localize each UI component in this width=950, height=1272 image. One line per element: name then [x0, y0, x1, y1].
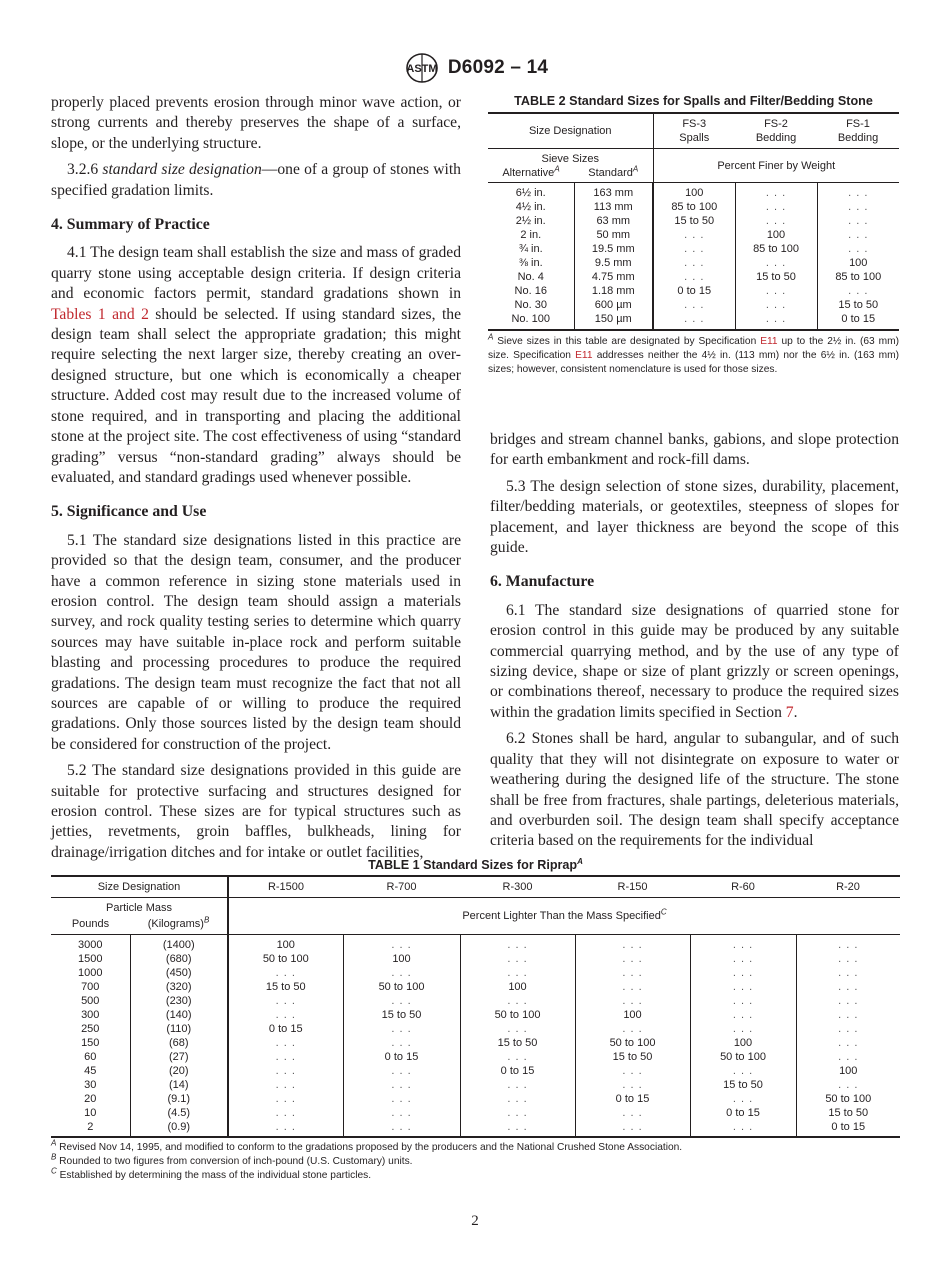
table-2 [488, 94, 899, 377]
paragraph-3-2-6 [51, 160, 461, 201]
table-cell: . . . [735, 284, 817, 298]
table-1-title [51, 858, 900, 872]
alternative-header [488, 166, 574, 183]
table-cell: 15 to 50 [690, 1078, 796, 1092]
table-cell: . . . [575, 980, 690, 994]
table-cell: . . . [575, 1120, 690, 1137]
table-cell: 2 [51, 1120, 130, 1137]
paragraph-text: 6.1 The standard size designations of quarried stone for erosion control in this guide may be produced by any suitable commercial quarrying method, and by the use of any type of sizing device, shape or size of plant grizzly or screen openings, or combinations thereof, necessary to produce the required sizes within the gradation limits specified in Section [490, 601, 899, 721]
table-cell: 50 to 100 [343, 980, 460, 994]
table-cell: 4½ in. [488, 200, 574, 214]
table-cell: . . . [690, 1120, 796, 1137]
table-cell: 15 to 50 [460, 1036, 575, 1050]
table-cell: No. 4 [488, 270, 574, 284]
section-7-link[interactable]: 7 [785, 703, 794, 721]
percent-lighter-header [228, 898, 900, 935]
table-cell: . . . [653, 298, 735, 312]
table-cell: . . . [690, 1092, 796, 1106]
table-cell: 85 to 100 [835, 271, 882, 283]
table-cell: 85 to 100 [653, 200, 735, 214]
table-cell: 0 to 15 [460, 1064, 575, 1078]
table-cell: . . . [228, 994, 343, 1008]
table-cell: No. 30 [488, 298, 574, 312]
column-name: Bedding [755, 132, 797, 144]
table-cell: . . . [838, 1009, 859, 1021]
table-row [51, 1106, 900, 1120]
table-cell: . . . [690, 935, 796, 953]
table-cell: . . . [228, 1008, 343, 1022]
table-cell: . . . [575, 966, 690, 980]
table-cell: . . . [460, 935, 575, 953]
table-cell: ⅜ in. [488, 256, 574, 270]
table-cell: . . . [575, 1078, 690, 1092]
table-cell: . . . [343, 1092, 460, 1106]
table-cell: . . . [838, 953, 859, 965]
paragraph-5-1: 5.1 The standard size designations listed in this practice are provided so that the design team, consumer, and the producer have a common reference in sizing stone materials used in erosion control. The design team should assign a materials survey, and rock quality testing series to determine which quarry sources may have suitable in-place rock and perform suitable blasting and processing procedures to produce the required gradations. The design team must recognize the fact that not all sources are capable of or willing to produce the required gradations. Only those sources listed by the design team should be considered for construction of the project. [51, 531, 461, 753]
table-row [488, 200, 899, 214]
header-label: (Kilograms) [147, 918, 204, 930]
table-row [51, 1092, 900, 1106]
table-row [488, 284, 899, 298]
table-row [488, 242, 899, 256]
table-cell: . . . [838, 1023, 859, 1035]
column-code: FS-3 [682, 118, 707, 130]
table-cell: . . . [343, 1120, 460, 1137]
paragraph-text: 4.1 The design team shall establish the size and mass of graded quarry stone using acceptable design criteria. If design criteria and economic factors permit, standard gradations shown in [51, 244, 461, 303]
table-cell: . . . [848, 215, 869, 227]
table-cell: . . . [838, 1051, 859, 1063]
table-cell: 60 [51, 1050, 130, 1064]
table-cell: 15 to 50 [735, 270, 817, 284]
footnote-mark: B [203, 915, 210, 925]
table-cell: . . . [228, 1050, 343, 1064]
header-label: Percent Lighter Than the Mass Specified [462, 910, 661, 922]
defined-term: standard size designation [102, 161, 262, 179]
table-cell: (0.9) [130, 1120, 228, 1137]
table-cell: 100 [460, 980, 575, 994]
header-label: Standard [588, 167, 633, 179]
table-cell: (230) [130, 994, 228, 1008]
table-row [51, 966, 900, 980]
table-cell: . . . [460, 994, 575, 1008]
table-cell: . . . [343, 966, 460, 980]
paragraph-6-2: 6.2 Stones shall be hard, angular to subangular, and of such quality that they will not disintegrate on exposure to water or weathering during the designed life of the structure. The stone shall be free from fractures, shale partings, deleterious materials, and overburden soil. The design team shall specify acceptance criteria based on the requirements for the individual [490, 730, 899, 850]
footnote-text: Rounded to two figures from conversion of inch-pound (U.S. Customary) units. [56, 1156, 413, 1167]
table-cell: . . . [575, 952, 690, 966]
table-cell: 1.18 mm [574, 284, 653, 298]
table-row [51, 1022, 900, 1036]
table-cell: . . . [690, 980, 796, 994]
right-column [490, 430, 899, 858]
kilograms-header [130, 915, 228, 935]
table-cell: 85 to 100 [735, 242, 817, 256]
table-cell: 15 to 50 [828, 1107, 869, 1119]
column-header: R-300 [502, 881, 533, 893]
footnote-text: Revised Nov 14, 1995, and modified to conform to the gradations proposed by the producers and the National Crushed Stone Association. [56, 1142, 683, 1153]
table-2-grid [488, 112, 899, 331]
table-cell: 3000 [51, 935, 130, 953]
table-row [488, 256, 899, 270]
table-cell: . . . [460, 1078, 575, 1092]
document-id: D6092 – 14 [447, 57, 549, 78]
table-cell: 15 to 50 [343, 1008, 460, 1022]
header-label: Alternative [502, 167, 555, 179]
pounds-header: Pounds [71, 918, 110, 930]
table-cell: . . . [575, 1106, 690, 1120]
footnote-text: addresses neither the 4½ in. (113 mm) nor the 6½ in. (163 mm) sizes; however, consistent nomenclature is used for those sizes. [488, 350, 899, 375]
table-cell: 150 µm [574, 312, 653, 330]
table-cell: . . . [460, 1022, 575, 1036]
table-cell: 2½ in. [488, 214, 574, 228]
table-cell: 113 mm [574, 200, 653, 214]
page-header [0, 52, 950, 84]
table-cell: 1500 [51, 952, 130, 966]
table-cell: (27) [130, 1050, 228, 1064]
table-2-footnote [488, 332, 899, 377]
table-row [51, 994, 900, 1008]
svg-text:ASTM: ASTM [406, 63, 438, 75]
table-row [488, 298, 899, 312]
column-header: R-20 [836, 881, 860, 893]
table-cell: 63 mm [574, 214, 653, 228]
table-cell: 700 [51, 980, 130, 994]
table-cell: . . . [848, 201, 869, 213]
column-header [735, 113, 817, 149]
table-footnote [51, 1166, 900, 1183]
table-row [488, 214, 899, 228]
table-cell: . . . [343, 1036, 460, 1050]
table-cell: . . . [690, 994, 796, 1008]
table-cell: . . . [848, 229, 869, 241]
table-row [51, 1078, 900, 1092]
table-cell: 100 [653, 183, 735, 201]
table-cell: (68) [130, 1036, 228, 1050]
table-cell: 0 to 15 [653, 284, 735, 298]
paragraph-text: . [793, 703, 798, 721]
table-cell: (110) [130, 1022, 228, 1036]
table-cell: 50 to 100 [460, 1008, 575, 1022]
table-1-grid [51, 875, 900, 1138]
table-cell: . . . [228, 1106, 343, 1120]
table-1 [51, 858, 900, 1183]
table-row [488, 228, 899, 242]
table-cell: 45 [51, 1064, 130, 1078]
table-cell: . . . [838, 1079, 859, 1091]
section-number: 3.2.6 [67, 161, 103, 179]
table-footnote [51, 1138, 900, 1155]
table-cell: 150 [51, 1036, 130, 1050]
column-header [817, 113, 899, 149]
table-cell: 0 to 15 [575, 1092, 690, 1106]
table-2-title: TABLE 2 Standard Sizes for Spalls and Filter/Bedding Stone [514, 94, 873, 108]
table-cell: 20 [51, 1092, 130, 1106]
table-cell: . . . [460, 1092, 575, 1106]
table-cell: 50 to 100 [825, 1093, 872, 1105]
table-row [51, 1064, 900, 1078]
table-cell: . . . [838, 1037, 859, 1049]
table-cell: 0 to 15 [228, 1022, 343, 1036]
table-row [51, 935, 900, 953]
footnote-mark: C [51, 1166, 57, 1176]
definition-text: —one of a group of stones with specified gradation limits. [51, 161, 461, 199]
table-cell: 50 to 100 [228, 952, 343, 966]
footnote-mark: A [577, 856, 583, 866]
paragraph-continued: properly placed prevents erosion through minor wave action, or strong currents and thereby preserves the shape of a surface, slope, or the underlying structure. [51, 94, 461, 152]
table-cell: . . . [653, 228, 735, 242]
table-cell: 10 [51, 1106, 130, 1120]
table-row [488, 270, 899, 284]
table-cell: (450) [130, 966, 228, 980]
footnote-mark: C [660, 907, 667, 917]
table-row [488, 183, 899, 201]
table-cell: (680) [130, 952, 228, 966]
footnote-mark: A [632, 164, 639, 174]
paragraph-5-2-continued: bridges and stream channel banks, gabions, and slope protection for earth embankment and rock-fill dams. [490, 431, 899, 469]
table-cell: 100 [575, 1008, 690, 1022]
table-cell: 6½ in. [488, 183, 574, 201]
table-cell: . . . [735, 312, 817, 330]
sieve-sizes-header: Sieve Sizes [488, 149, 653, 167]
table-cell: 15 to 50 [575, 1050, 690, 1064]
table-cell: . . . [343, 1064, 460, 1078]
table-cell: . . . [848, 243, 869, 255]
table-cell: . . . [848, 187, 869, 199]
section-heading-4: 4. Summary of Practice [51, 216, 210, 234]
table-cell: . . . [653, 270, 735, 284]
table-cell: . . . [653, 312, 735, 330]
table-cell: . . . [690, 1022, 796, 1036]
e11-link[interactable]: E11 [575, 350, 593, 361]
table-cell: . . . [735, 214, 817, 228]
table-cell: . . . [653, 256, 735, 270]
percent-finer-header: Percent Finer by Weight [717, 159, 836, 172]
table-cell: 50 to 100 [690, 1050, 796, 1064]
table-cell: 100 [849, 257, 868, 269]
table-cell: . . . [575, 935, 690, 953]
column-code: FS-1 [846, 118, 870, 130]
table-cell: 1000 [51, 966, 130, 980]
table-cell: (20) [130, 1064, 228, 1078]
column-header: R-700 [386, 881, 417, 893]
table-cell: . . . [848, 285, 869, 297]
column-name: Spalls [679, 132, 710, 144]
table-cell: 100 [735, 228, 817, 242]
table-1-footnotes [51, 1138, 900, 1183]
table-cell: . . . [838, 967, 859, 979]
particle-mass-header: Particle Mass [51, 898, 228, 916]
tables-link[interactable]: Tables 1 and 2 [51, 305, 149, 323]
table-cell: . . . [343, 1078, 460, 1092]
table-cell: (4.5) [130, 1106, 228, 1120]
table-cell: ¾ in. [488, 242, 574, 256]
table-cell: 30 [51, 1078, 130, 1092]
table-cell: . . . [690, 966, 796, 980]
section-heading-6: 6. Manufacture [490, 573, 595, 591]
table-cell: . . . [343, 935, 460, 953]
table-cell: . . . [575, 1064, 690, 1078]
left-column [51, 93, 461, 869]
table-cell: 100 [839, 1065, 858, 1077]
table-cell: . . . [838, 939, 859, 951]
table-cell: . . . [838, 995, 859, 1007]
table-cell: 15 to 50 [228, 980, 343, 994]
paragraph-4-1 [51, 243, 461, 488]
table-cell: 250 [51, 1022, 130, 1036]
table-footnote [51, 1152, 900, 1169]
size-designation-header: Size Designation [51, 876, 228, 898]
table-cell: . . . [228, 1092, 343, 1106]
table-cell: 0 to 15 [343, 1050, 460, 1064]
table-row [51, 952, 900, 966]
paragraph-text: should be selected. If using standard sizes, the design team shall select the appropriate gradation; this might require selecting the next larger size, thereby creating an over-designed structure, but one which is economically a cheaper structure. Added cost may result due to the increased volume of stone required, and in transporting and placing the additional stone at the project site. The cost effectiveness of using “standard grading” versus “non-standard grading” always should be evaluated, and standard gradings used whenever possible. [51, 305, 461, 486]
table-cell: . . . [228, 1064, 343, 1078]
table-cell: . . . [735, 183, 817, 201]
table-cell: 19.5 mm [574, 242, 653, 256]
table-cell: 2 in. [488, 228, 574, 242]
footnote-mark: A [51, 1138, 57, 1148]
table-cell: . . . [575, 994, 690, 1008]
page-number: 2 [471, 1213, 479, 1229]
footnote-text: up to the 2½ in. (63 mm) size. Specification [488, 336, 899, 361]
table-cell: No. 16 [488, 284, 574, 298]
footnote-mark: A [554, 164, 560, 174]
table-cell: 0 to 15 [690, 1106, 796, 1120]
table-cell: 600 µm [574, 298, 653, 312]
table-cell: 15 to 50 [838, 299, 879, 311]
table-cell: 100 [228, 935, 343, 953]
column-header: R-60 [731, 881, 755, 893]
table-row [51, 1120, 900, 1137]
table-cell: 500 [51, 994, 130, 1008]
footnote-text: Established by determining the mass of the individual stone particles. [56, 1170, 372, 1181]
table-cell: . . . [460, 1106, 575, 1120]
table-cell: 100 [343, 952, 460, 966]
table-row [51, 980, 900, 994]
paragraph-5-3: 5.3 The design selection of stone sizes, durability, placement, filter/bedding materials, or geotextiles, steepness of slopes for placement, and layer thickness are beyond the scope of this guide. [490, 477, 899, 557]
footnote-mark: B [51, 1152, 57, 1162]
size-designation-header: Size Designation [488, 113, 653, 149]
table-cell: (320) [130, 980, 228, 994]
table-row [51, 1008, 900, 1022]
table-cell: . . . [735, 200, 817, 214]
column-header: R-1500 [267, 881, 305, 893]
e11-link[interactable]: E11 [760, 336, 778, 347]
astm-logo-icon [402, 52, 442, 84]
table-cell: (1400) [130, 935, 228, 953]
table-cell: 50 mm [574, 228, 653, 242]
footnote-text: Sieve sizes in this table are designated by Specification [493, 336, 761, 347]
table-cell: (14) [130, 1078, 228, 1092]
table-cell: . . . [690, 952, 796, 966]
table-cell: . . . [460, 966, 575, 980]
paragraph-6-1 [490, 601, 899, 723]
table-cell: 100 [690, 1036, 796, 1050]
table-cell: . . . [575, 1022, 690, 1036]
table-cell: 163 mm [574, 183, 653, 201]
table-cell: . . . [343, 1022, 460, 1036]
column-code: FS-2 [764, 118, 788, 130]
column-header [653, 113, 735, 149]
table-cell: 4.75 mm [574, 270, 653, 284]
table-cell: . . . [735, 256, 817, 270]
table-cell: 300 [51, 1008, 130, 1022]
standard-header [574, 166, 653, 183]
table-cell: 0 to 15 [841, 313, 876, 325]
table-cell: (140) [130, 1008, 228, 1022]
table-cell: . . . [228, 1120, 343, 1137]
table-cell: (9.1) [130, 1092, 228, 1106]
table-cell: . . . [460, 1050, 575, 1064]
table-2-body [488, 183, 899, 331]
table-cell: . . . [228, 966, 343, 980]
table-cell: . . . [690, 1064, 796, 1078]
table-cell: . . . [228, 1036, 343, 1050]
table-cell: . . . [228, 1078, 343, 1092]
table-cell: 15 to 50 [653, 214, 735, 228]
table-cell: . . . [460, 1120, 575, 1137]
table-cell: . . . [653, 242, 735, 256]
table-row [488, 312, 899, 330]
table-cell: . . . [343, 1106, 460, 1120]
table-cell: 0 to 15 [831, 1121, 866, 1133]
table-cell: . . . [343, 994, 460, 1008]
table-row [51, 1036, 900, 1050]
table-row [51, 1050, 900, 1064]
title-text: TABLE 1 Standard Sizes for Riprap [368, 858, 578, 872]
table-1-body [51, 935, 900, 1138]
table-cell: . . . [838, 981, 859, 993]
table-cell: 9.5 mm [574, 256, 653, 270]
table-cell: . . . [735, 298, 817, 312]
column-header: R-150 [617, 881, 648, 893]
footnote-mark: A [488, 332, 494, 342]
table-cell: . . . [690, 1008, 796, 1022]
table-cell: 50 to 100 [575, 1036, 690, 1050]
table-cell: No. 100 [488, 312, 574, 330]
section-heading-5: 5. Significance and Use [51, 503, 207, 521]
paragraph-5-2: 5.2 The standard size designations provided in this guide are suitable for protective surfacing and structures designed for erosion control. These sizes are for typical structures such as jetties, revetments, groin baffles, bulkheads, lining for drainage/irrigation ditches and for intake or outlet facilities, [51, 762, 461, 861]
column-name: Bedding [837, 132, 879, 144]
table-cell: . . . [460, 952, 575, 966]
